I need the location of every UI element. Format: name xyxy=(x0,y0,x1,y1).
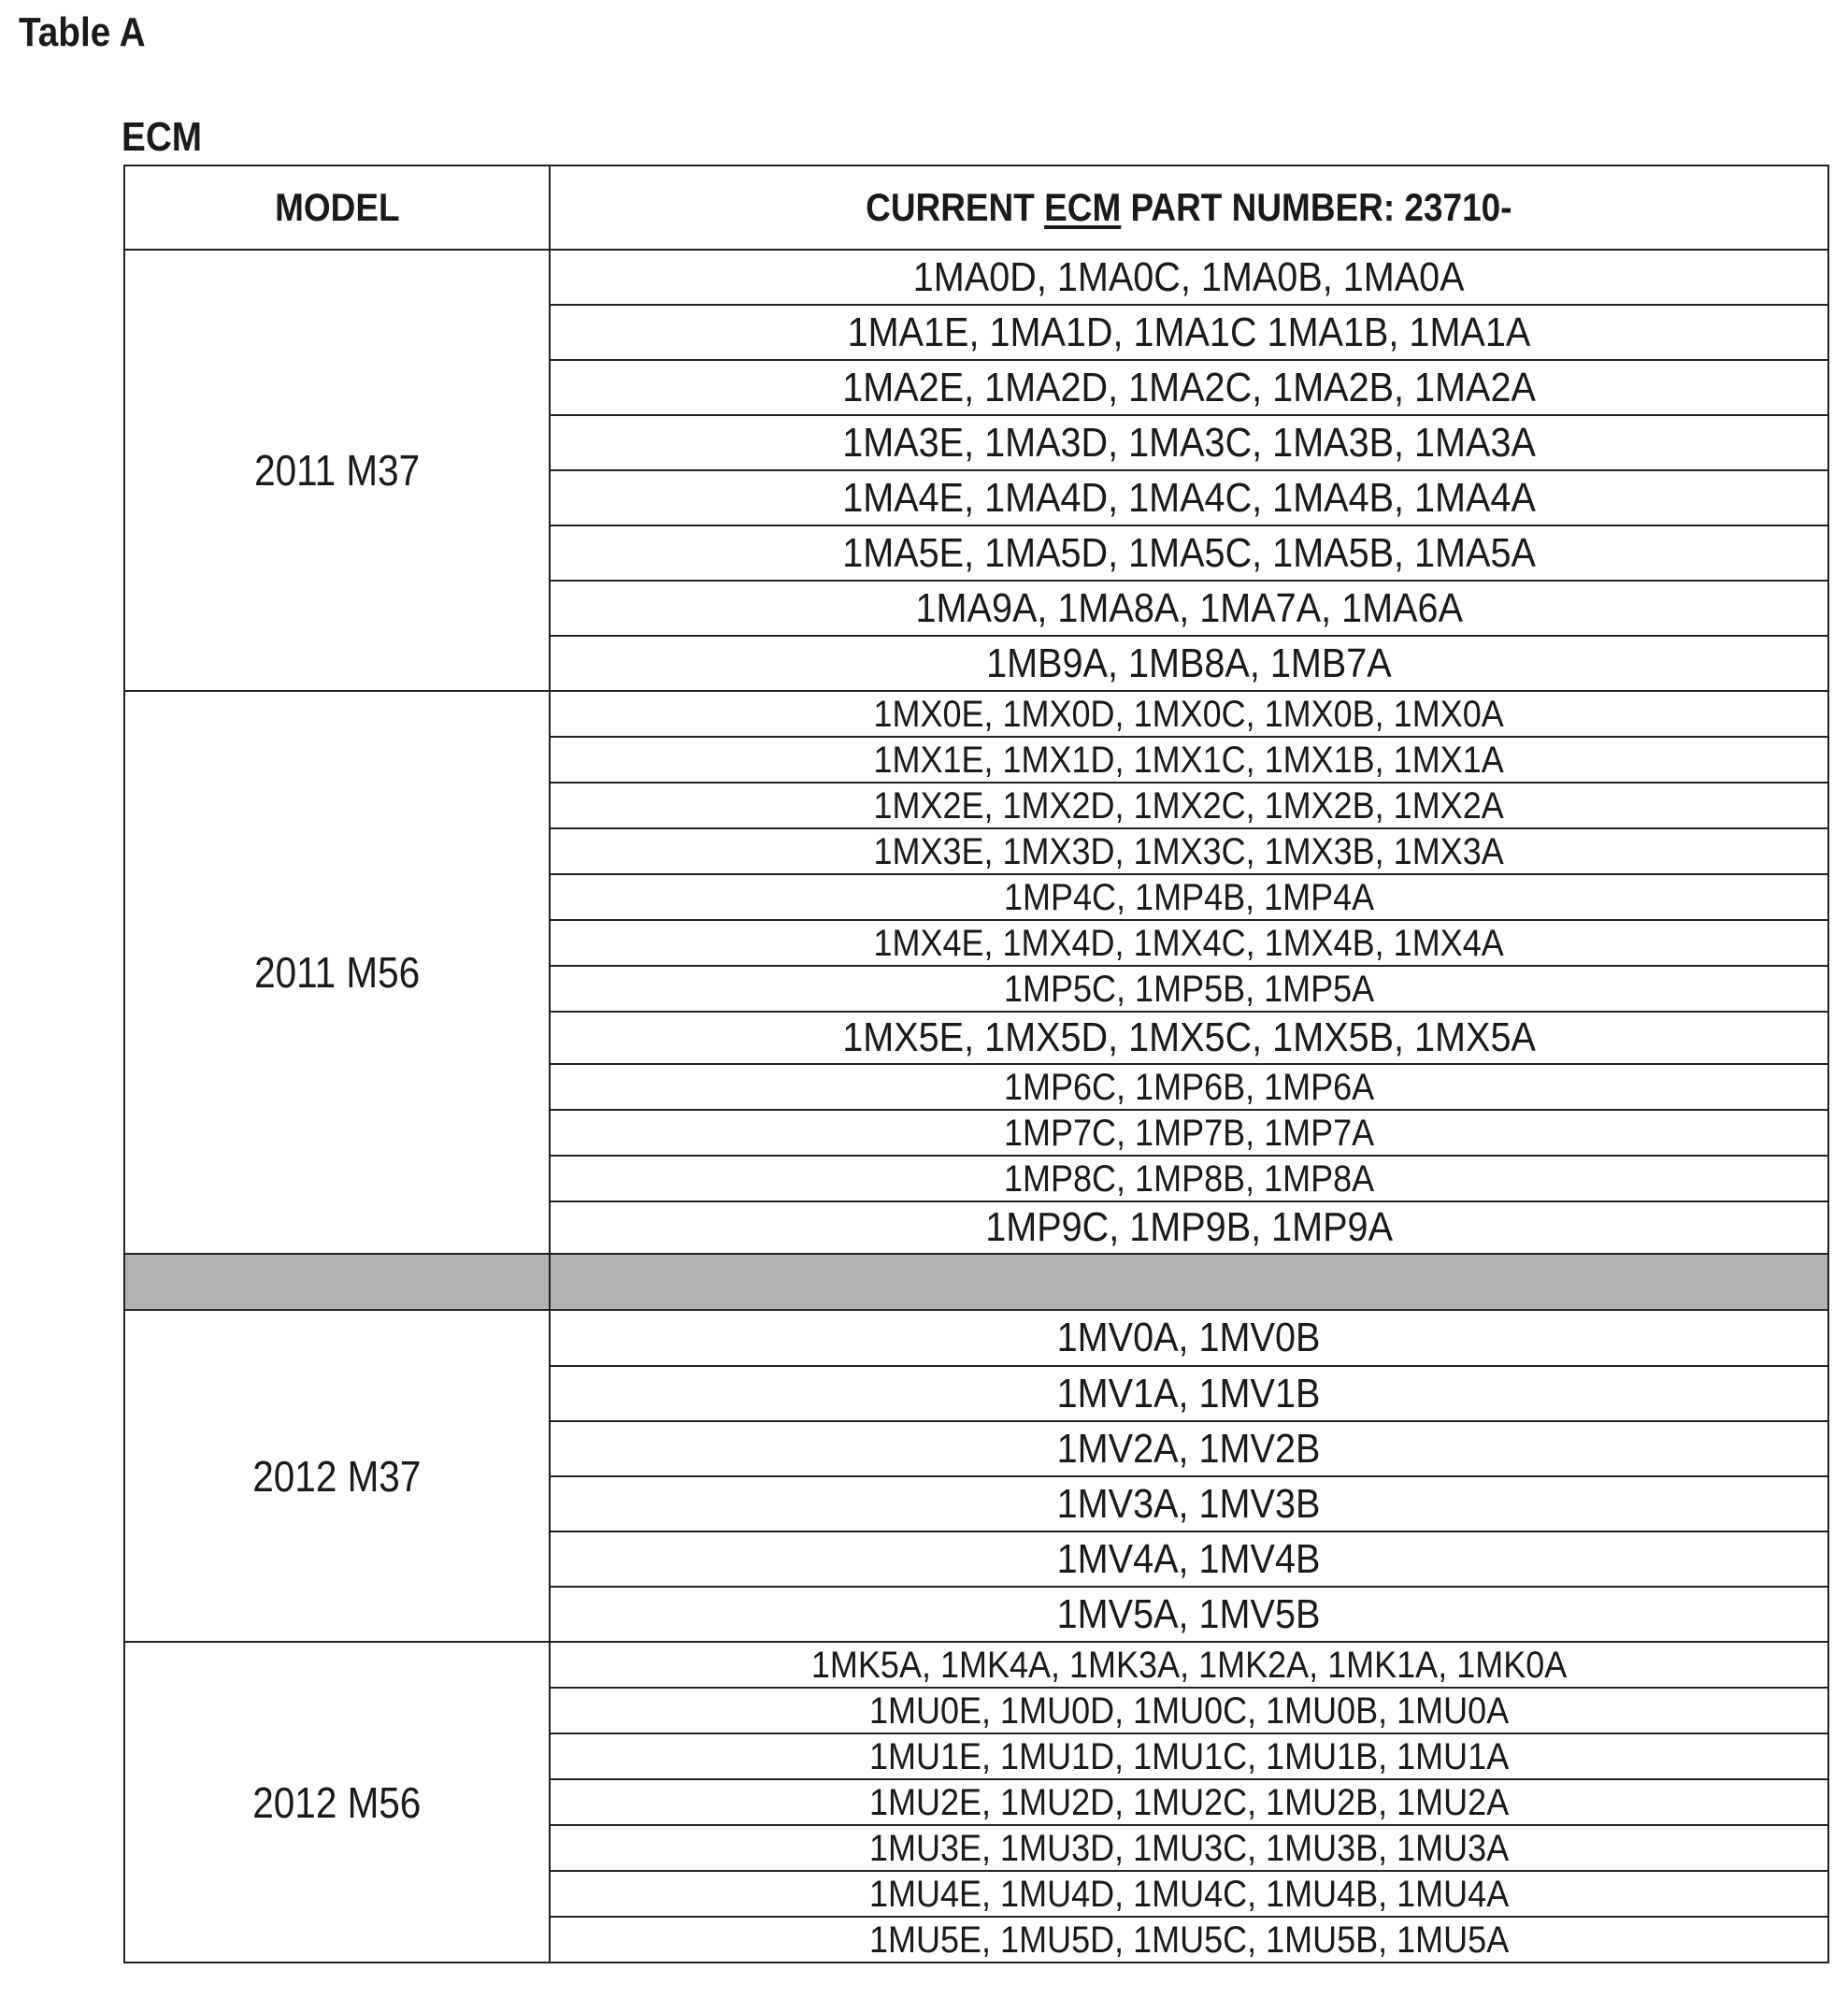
part-number-cell: 1MX5E, 1MX5D, 1MX5C, 1MX5B, 1MX5A xyxy=(550,1012,1828,1064)
part-number-cell: 1MV4A, 1MV4B xyxy=(550,1531,1828,1587)
part-number-cell: 1MA1E, 1MA1D, 1MA1C 1MA1B, 1MA1A xyxy=(550,305,1828,360)
part-number-cell: 1MV5A, 1MV5B xyxy=(550,1587,1828,1642)
part-number-cell: 1MX4E, 1MX4D, 1MX4C, 1MX4B, 1MX4A xyxy=(550,920,1828,966)
part-number-cell: 1MP5C, 1MP5B, 1MP5A xyxy=(550,966,1828,1012)
part-number-cell: 1MV1A, 1MV1B xyxy=(550,1366,1828,1421)
part-number-cell: 1MV0A, 1MV0B xyxy=(550,1310,1828,1366)
part-number-cell: 1MP4C, 1MP4B, 1MP4A xyxy=(550,874,1828,920)
part-number-cell: 1MV2A, 1MV2B xyxy=(550,1421,1828,1476)
part-number-cell: 1MA9A, 1MA8A, 1MA7A, 1MA6A xyxy=(550,581,1828,636)
part-number-cell: 1MP6C, 1MP6B, 1MP6A xyxy=(550,1064,1828,1110)
part-number-cell: 1MU0E, 1MU0D, 1MU0C, 1MU0B, 1MU0A xyxy=(550,1688,1828,1733)
model-column-header: MODEL xyxy=(124,165,550,250)
ecm-underlined-word: ECM xyxy=(1044,185,1122,229)
shaded-separator-row xyxy=(124,1254,1828,1310)
table-label: Table A xyxy=(19,9,146,55)
model-cell-2011-m37: 2011 M37 xyxy=(124,250,550,691)
table-row xyxy=(124,250,1828,305)
ecm-part-number-table xyxy=(123,165,1829,1963)
table-row xyxy=(124,1642,1828,1688)
part-number-cell: 1MA3E, 1MA3D, 1MA3C, 1MA3B, 1MA3A xyxy=(550,415,1828,470)
part-number-cell: 1MX2E, 1MX2D, 1MX2C, 1MX2B, 1MX2A xyxy=(550,783,1828,828)
table-body xyxy=(124,165,1828,1963)
part-number-cell: 1MU5E, 1MU5D, 1MU5C, 1MU5B, 1MU5A xyxy=(550,1917,1828,1963)
part-number-cell: 1MU1E, 1MU1D, 1MU1C, 1MU1B, 1MU1A xyxy=(550,1733,1828,1779)
part-number-cell: 1MX1E, 1MX1D, 1MX1C, 1MX1B, 1MX1A xyxy=(550,737,1828,783)
part-number-cell: 1MX0E, 1MX0D, 1MX0C, 1MX0B, 1MX0A xyxy=(550,691,1828,737)
model-cell-2012-m56: 2012 M56 xyxy=(124,1642,550,1963)
part-number-cell: 1MU3E, 1MU3D, 1MU3C, 1MU3B, 1MU3A xyxy=(550,1825,1828,1871)
shaded-cell-model xyxy=(124,1254,550,1310)
part-number-cell: 1MP9C, 1MP9B, 1MP9A xyxy=(550,1201,1828,1254)
part-number-cell: 1MU4E, 1MU4D, 1MU4C, 1MU4B, 1MU4A xyxy=(550,1871,1828,1917)
part-number-cell: 1MP7C, 1MP7B, 1MP7A xyxy=(550,1110,1828,1156)
part-number-cell: 1MX3E, 1MX3D, 1MX3C, 1MX3B, 1MX3A xyxy=(550,828,1828,874)
part-number-cell: 1MA4E, 1MA4D, 1MA4C, 1MA4B, 1MA4A xyxy=(550,470,1828,525)
part-number-cell: 1MA0D, 1MA0C, 1MA0B, 1MA0A xyxy=(550,250,1828,305)
part-number-column-header: CURRENT ECM PART NUMBER: 23710- xyxy=(550,165,1828,250)
part-number-cell: 1MP8C, 1MP8B, 1MP8A xyxy=(550,1156,1828,1201)
part-number-cell: 1MA5E, 1MA5D, 1MA5C, 1MA5B, 1MA5A xyxy=(550,525,1828,581)
shaded-cell-parts xyxy=(550,1254,1828,1310)
section-title: ECM xyxy=(122,114,203,160)
table-row xyxy=(124,691,1828,737)
table-row xyxy=(124,1310,1828,1366)
header-row xyxy=(124,165,1828,250)
part-number-cell: 1MB9A, 1MB8A, 1MB7A xyxy=(550,636,1828,691)
part-number-cell: 1MA2E, 1MA2D, 1MA2C, 1MA2B, 1MA2A xyxy=(550,360,1828,415)
part-number-cell: 1MK5A, 1MK4A, 1MK3A, 1MK2A, 1MK1A, 1MK0A xyxy=(550,1642,1828,1688)
part-number-cell: 1MV3A, 1MV3B xyxy=(550,1476,1828,1531)
part-number-cell: 1MU2E, 1MU2D, 1MU2C, 1MU2B, 1MU2A xyxy=(550,1779,1828,1825)
model-cell-2011-m56: 2011 M56 xyxy=(124,691,550,1254)
model-cell-2012-m37: 2012 M37 xyxy=(124,1310,550,1642)
